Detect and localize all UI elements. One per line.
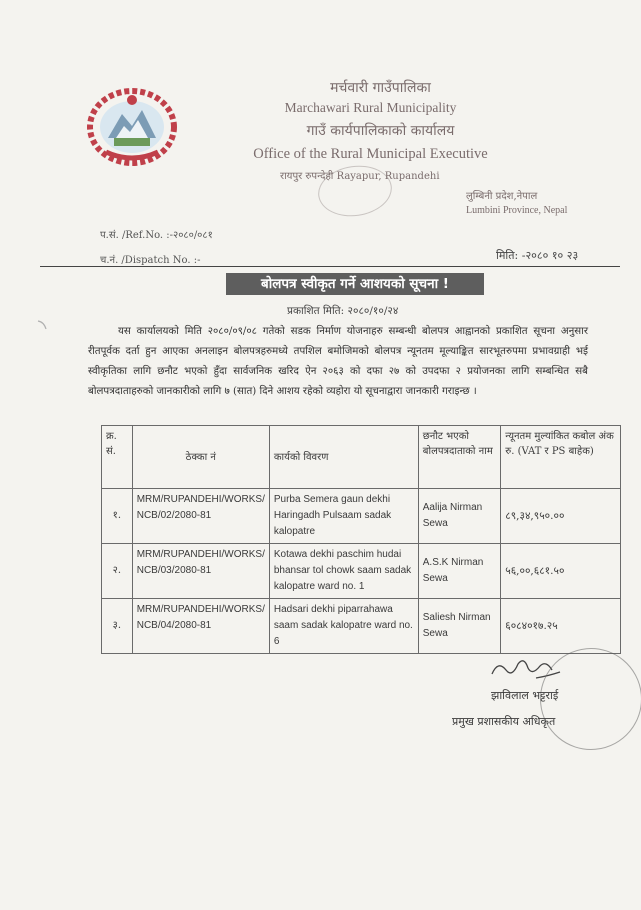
row-sn: २. — [102, 544, 133, 599]
row-bidder: Aalija Nirman Sewa — [418, 489, 500, 544]
province-nepali: लुम्बिनी प्रदेश,नेपाल — [466, 191, 538, 202]
row-contract-no: MRM/RUPANDEHI/WORKS/ NCB/02/2080-81 — [132, 489, 269, 544]
row-sn: १. — [102, 489, 133, 544]
letter-date: मिति: -२०८० १० २३ — [496, 249, 579, 262]
notice-body: यस कार्यालयको मिति २०८०/०९/०८ गतेको सडक निर्माण योजनाहरु सम्बन्धी बोलपत्र आह्वानको प्रकाशित सूचना अनुसार रीतपूर्वक दर्ता हुन आएका अनलाइन बोलपत्रहरुमध्ये तपशिल बमोजिमको बोलपत्र न्यूनतम मूल्याङ्कित सारभूतरुपमा प्रभावग्राही भई स्वीकृतिका लागि छनौट भएको हुँदा सार्वजनिक खरिद ऐन २०६३ को दफा २७ को उपदफा २ प्रयोजनका लागि सम्बन्धित सबै बोलपत्रदाताहरुको जानकारीको लागि ७ (सात) दिने आशय रहेको व्यहोरा यो सूचनाद्वारा जानकारी गराइन्छ । — [88, 326, 588, 397]
notice-title: बोलपत्र स्वीकृत गर्ने आशयको सूचना ! — [226, 273, 484, 295]
row-description: Purba Semera gaun dekhi Haringadh Pulsaam sadak kalopatre — [269, 489, 418, 544]
row-bidder: Saliesh Nirman Sewa — [418, 599, 500, 654]
header-amount: न्यूनतम मुल्यांकित कबोल अंक रु. (VAT र PS बाहेक) — [501, 426, 621, 489]
signatory-name: झाविलाल भट्टराई — [491, 689, 559, 702]
row-amount: ६०८४०१७.२५ — [501, 599, 621, 654]
header-contract-no: ठेक्का नं — [132, 426, 269, 489]
row-contract-no: MRM/RUPANDEHI/WORKS/ NCB/04/2080-81 — [132, 599, 269, 654]
row-sn: ३. — [102, 599, 133, 654]
header-description: कार्यको विवरण — [269, 426, 418, 489]
municipality-name-english: Marchawari Rural Municipality — [284, 100, 457, 115]
table-header-row — [102, 426, 621, 489]
municipality-name-nepali: मर्चवारी गाउँपालिका — [330, 80, 431, 96]
office-name-nepali: गाउँ कार्यपालिकाको कार्यालय — [306, 123, 455, 139]
row-contract-no: MRM/RUPANDEHI/WORKS/ NCB/03/2080-81 — [132, 544, 269, 599]
table-row — [102, 489, 621, 544]
row-amount: ५६,००,६८१.५० — [501, 544, 621, 599]
row-amount: ८९,३४,९५०.०० — [501, 489, 621, 544]
office-name-english: Office of the Rural Municipal Executive — [253, 146, 488, 162]
row-bidder: A.S.K Nirman Sewa — [418, 544, 500, 599]
dispatch-number: च.नं. /Dispatch No. :- — [100, 255, 201, 266]
row-description: Kotawa dekhi paschim hudai bhansar tol chowk saam sadak kalopatre ward no. 1 — [269, 544, 418, 599]
header-divider — [40, 266, 620, 267]
table-row — [102, 544, 621, 599]
margin-mark-icon — [36, 318, 50, 332]
award-table — [101, 425, 621, 654]
signatory-designation: प्रमुख प्रशासकीय अधिकृत — [452, 715, 556, 728]
province-english: Lumbini Province, Nepal — [466, 205, 568, 216]
office-address: रायपुर रुपन्देही Rayapur, Rupandehi — [280, 171, 440, 182]
row-description: Hadsari dekhi piparrahawa saam sadak kalopatre ward no. 6 — [269, 599, 418, 654]
published-date: प्रकाशित मिति: २०८०/१०/२४ — [287, 305, 399, 317]
table-row — [102, 599, 621, 654]
reference-number: प.सं. /Ref.No. :-२०८०/०८१ — [100, 230, 213, 241]
header-bidder: छनौट भएको बोलपत्रदाताको नाम — [418, 426, 500, 489]
header-sn: क्र. सं. — [102, 426, 133, 489]
